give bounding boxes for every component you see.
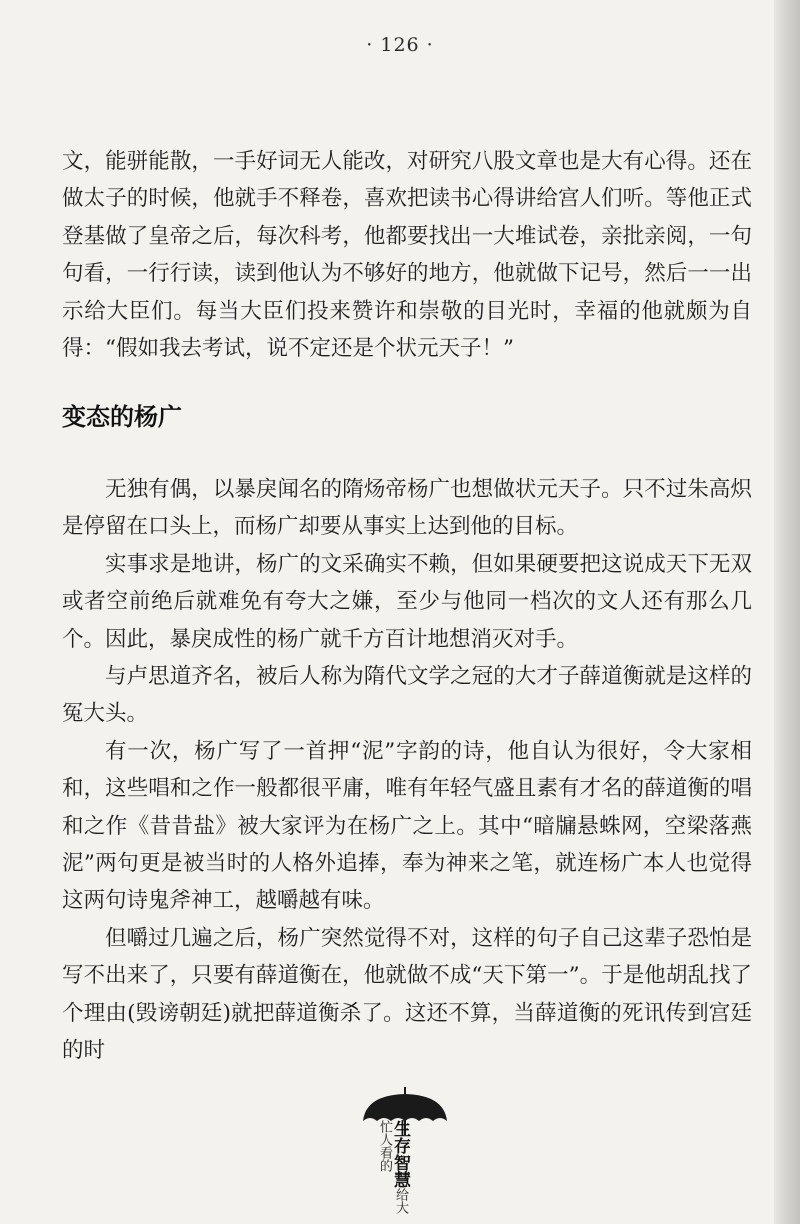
body-paragraph: 与卢思道齐名，被后人称为隋代文学之冠的大才子薛道衡就是这样的冤大头。	[62, 664, 752, 727]
body-paragraph: 但嚼过几遍之后，杨广突然觉得不对，这样的句子自己这辈子恐怕是写不出来了，只要有薛道衡在，他就做不成“天下第一”。于是他胡乱找了个理由(毁谤朝廷)就把薛道衡杀了。这还不算，当薛道衡的死讯传到宫廷的时	[62, 925, 752, 1064]
body-paragraph: 有一次，杨广写了一首押“泥”字韵的诗，他自认为很好，令大家相和，这些唱和之作一般都很平庸，唯有年轻气盛且素有才名的薛道衡的唱和之作《昔昔盐》被大家评为在杨广之上。其中“暗牖悬蛛网，空梁落燕泥”两句更是被当时的人格外追捧，奉为神来之笔，就连杨广本人也觉得这两句诗鬼斧神工，越嚼越有味。	[62, 738, 752, 914]
footer-logo	[360, 1085, 480, 1215]
footer-tagline	[376, 1120, 408, 1215]
section-body	[62, 471, 752, 1070]
footer-tagline-text: 给大忙人看的	[377, 1120, 408, 1214]
page-number: · 126 ·	[366, 34, 434, 56]
page-edge	[774, 0, 800, 1224]
intro-text	[62, 143, 752, 367]
intro-paragraph: 文，能骈能散，一手好词无人能改，对研究八股文章也是大有心得。还在做太子的时候，他就手不释卷，喜欢把读书心得讲给宫人们听。等他正式登基做了皇帝之后，每次科考，他都要找出一大堆试卷，亲批亲阅，一句句看，一行行读，读到他认为不够好的地方，他就做下记号，然后一一出示给大臣们。每当大臣们投来赞许和崇敬的目光时，幸福的他就颇为自得：“假如我去考试，说不定还是个状元天子！”	[62, 149, 752, 362]
body-paragraph: 无独有偶，以暴戾闻名的隋炀帝杨广也想做状元天子。只不过朱高炽是停留在口头上，而杨广却要从事实上达到他的目标。	[62, 477, 752, 540]
footer-brand: 生存智慧	[390, 1120, 410, 1188]
section-heading: 变态的杨广	[62, 403, 182, 431]
body-paragraph: 实事求是地讲，杨广的文采确实不赖，但如果硬要把这说成天下无双或者空前绝后就难免有夸大之嫌，至少与他同一档次的文人还有那么几个。因此，暴戾成性的杨广就千方百计地想消灭对手。	[62, 551, 752, 652]
